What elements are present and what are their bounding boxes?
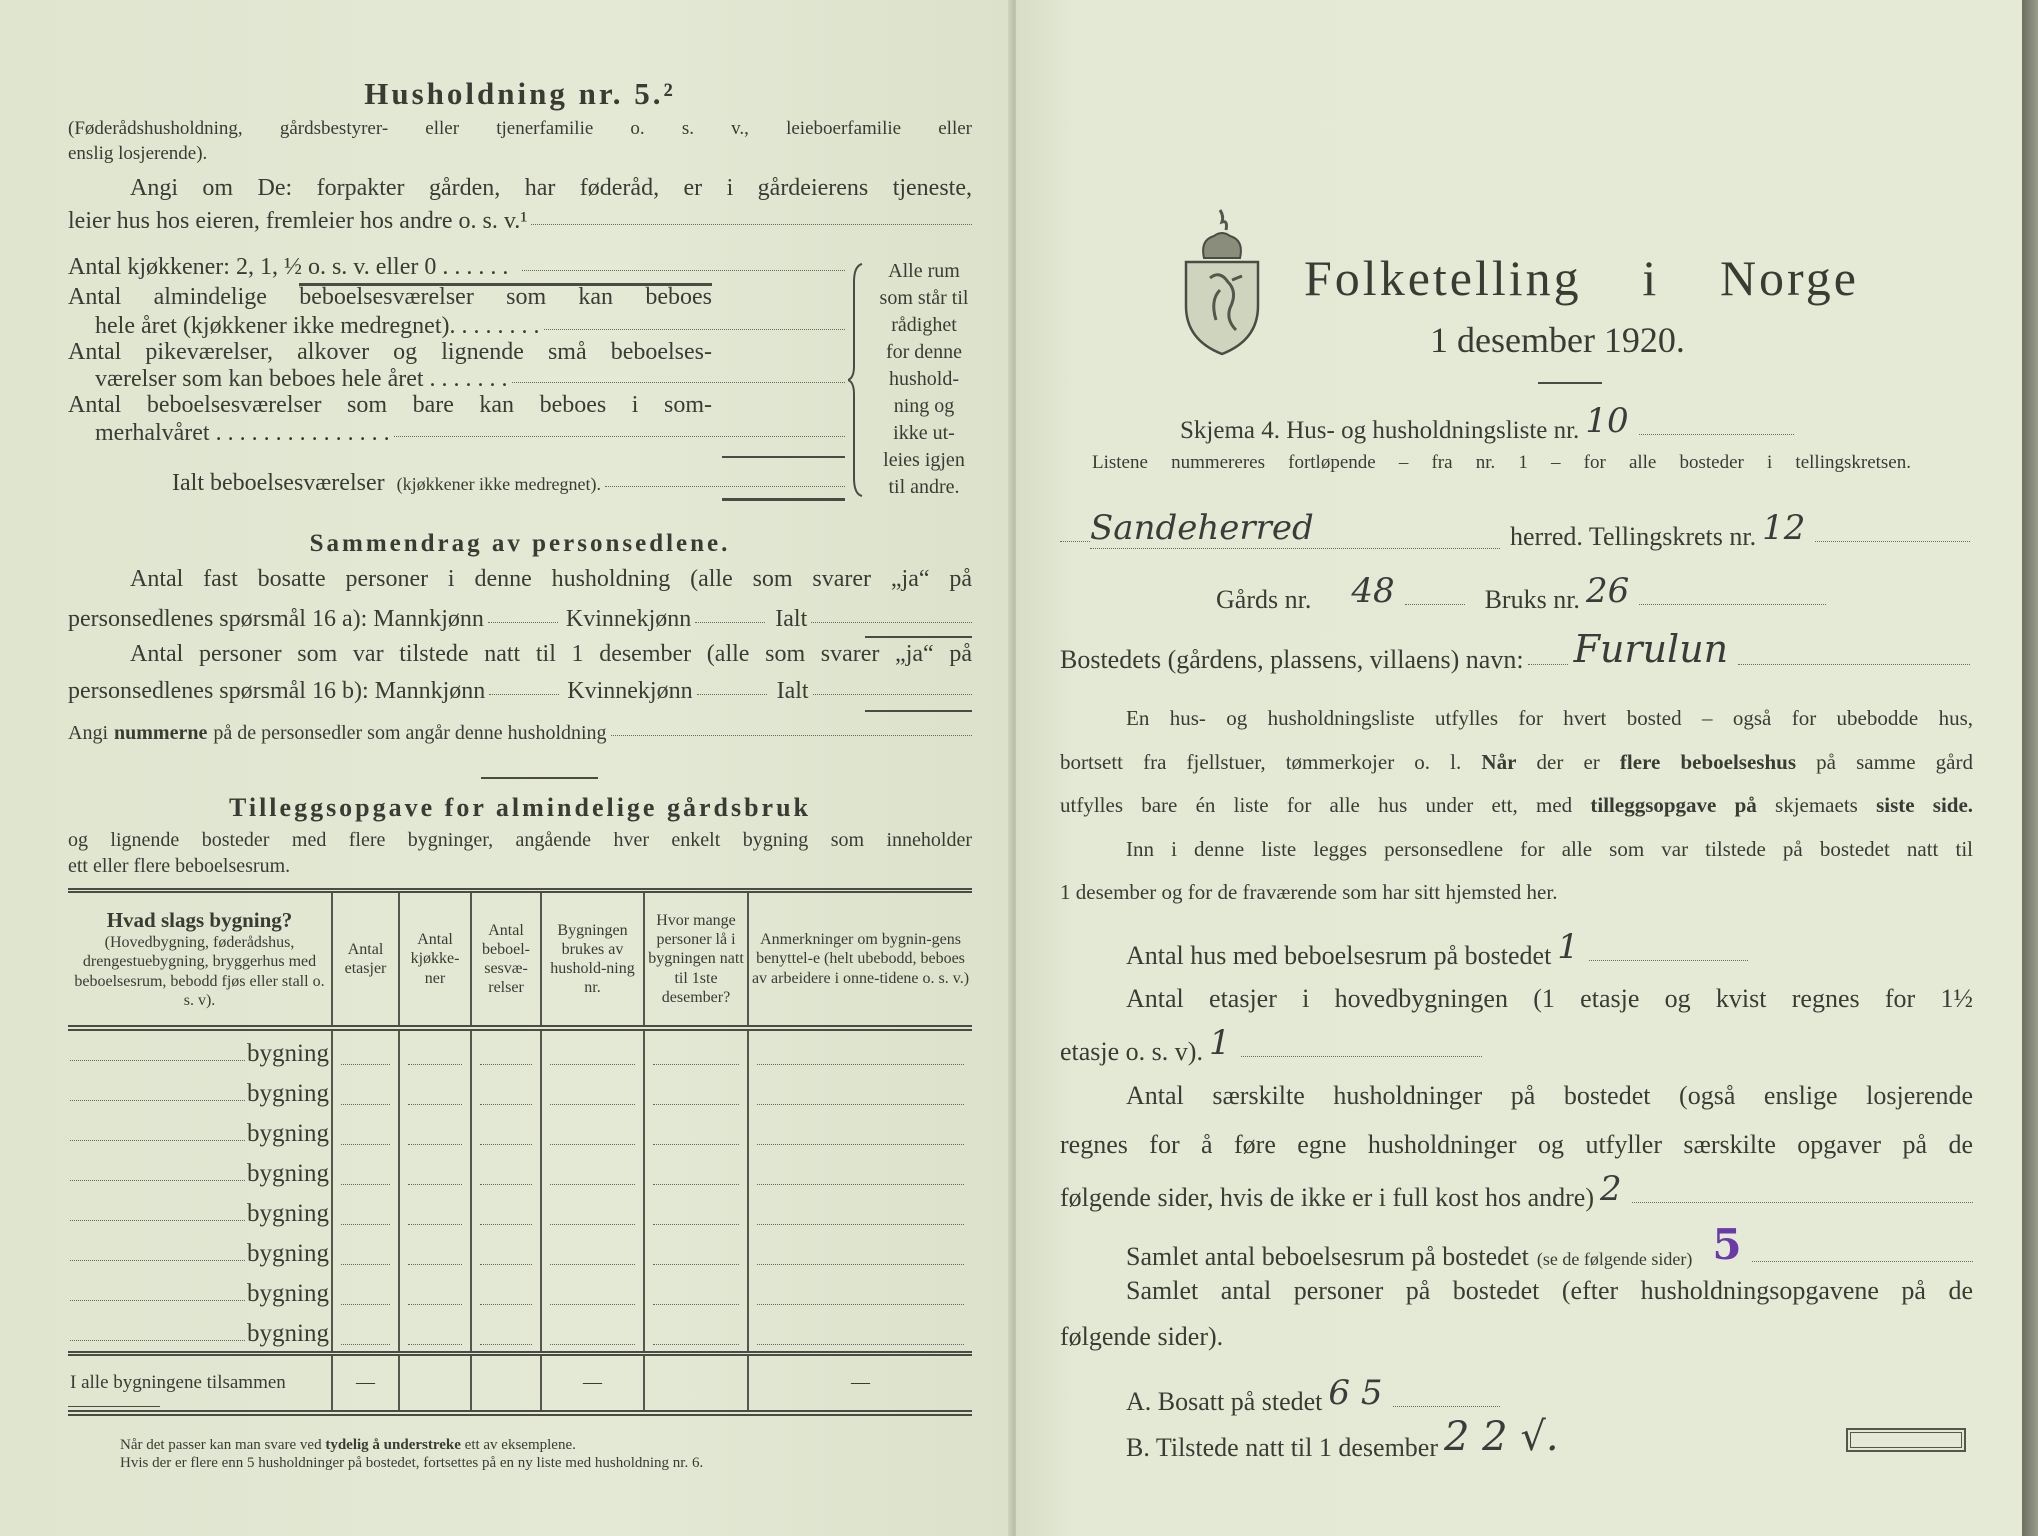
table-row bbox=[68, 1151, 972, 1191]
herred-line: Sandeherred herred. Tellingskrets nr. 12 bbox=[1060, 515, 1970, 555]
para-line-4: Inn i denne liste legges personsedlene for alle som var tilstede på bostedet natt til bbox=[1126, 837, 1973, 861]
listene-note: Listene nummereres fortløpende – fra nr. 1 – for alle bosteder i tellingskretsen. bbox=[1092, 452, 1911, 473]
table-cell[interactable] bbox=[471, 1231, 541, 1271]
bebo-field[interactable] bbox=[394, 436, 845, 437]
brace-icon bbox=[848, 262, 868, 498]
angi-line-1: Angi om De: forpakter gården, har føderåd, er i gårdeierens tjeneste, bbox=[130, 175, 972, 201]
table-cell[interactable] bbox=[644, 1151, 748, 1191]
col-header-husholdning: Bygningen brukes av hushold-ning nr. bbox=[541, 891, 644, 1029]
etasjer-line-1: Antal etasjer i hovedbygningen (1 etasje og kvist regnes for 1½ bbox=[1126, 984, 1973, 1013]
angi-line-2: leier hus hos eieren, fremleier hos andre o. s. v.¹ bbox=[68, 208, 972, 236]
s-line-4: personsedlenes spørsmål 16 b): Mannkjønn Kvinnekjønn Ialt bbox=[68, 678, 972, 706]
herred-value[interactable]: Sandeherred bbox=[1090, 509, 1500, 549]
etasjer-line-2: etasje o. s. v). 1 bbox=[1060, 1030, 1482, 1069]
krets-value[interactable]: 12 bbox=[1762, 508, 1806, 548]
table-cell[interactable] bbox=[644, 1028, 748, 1071]
rum-value[interactable]: 5 bbox=[1712, 1220, 1742, 1269]
building-type-cell[interactable]: bygning bbox=[68, 1271, 332, 1311]
table-cell[interactable] bbox=[541, 1311, 644, 1354]
table-row bbox=[68, 1071, 972, 1111]
list-number-field[interactable] bbox=[1639, 434, 1794, 435]
footnote-2: Hvis der er flere enn 5 husholdninger på bostedet, fortsettes på en ny liste med husholdning nr. 6. bbox=[120, 1455, 704, 1471]
building-type-cell[interactable]: bygning bbox=[68, 1231, 332, 1271]
personer-line-2: følgende sider). bbox=[1060, 1322, 1224, 1351]
coat-of-arms-icon bbox=[1180, 206, 1264, 356]
bosatt-value[interactable]: 6 5 bbox=[1328, 1373, 1383, 1413]
s-line-2: personsedlenes spørsmål 16 a): Mannkjønn Kvinnekjønn Ialt bbox=[68, 606, 972, 634]
nummerne-line: Angi nummerne på de personsedler som angår denne husholdning bbox=[68, 722, 972, 745]
s-line-3: Antal personer som var tilstede natt til 1 desember (alle som svarer „ja“ på bbox=[130, 641, 972, 667]
sammendrag-title: Sammendrag av personsedlene. bbox=[309, 530, 731, 557]
building-type-cell[interactable]: bygning bbox=[68, 1311, 332, 1354]
table-cell[interactable] bbox=[644, 1071, 748, 1111]
tillegg-line-1: og lignende bosteder med flere bygninger, angående hver enkelt bygning som inneholder bbox=[68, 829, 972, 851]
sarskilte-line-1: Antal særskilte husholdninger på bostedet (også enslige losjerende bbox=[1126, 1081, 1973, 1110]
alm-line-1: Antal almindelige beboelsesværelser som kan beboes bbox=[68, 284, 712, 310]
bracket-note: Alle rum som står til rådighet for denne hushold- ning og ikke ut- leies igjen til andre. bbox=[879, 260, 969, 498]
table-cell[interactable] bbox=[748, 1271, 972, 1311]
tilstede-line: B. Tilstede natt til 1 desember 2 2 √. bbox=[1126, 1414, 1559, 1462]
table-cell[interactable] bbox=[541, 1191, 644, 1231]
total-dash: — bbox=[332, 1354, 399, 1414]
footnote-divider bbox=[68, 1406, 160, 1407]
para-line-1: En hus- og husholdningsliste utfylles for hvert bosted – også for ubebodde hus, bbox=[1126, 706, 1973, 730]
footnote-1: Når det passer kan man svare ved tydelig å understreke ett av eksemplene. bbox=[120, 1437, 576, 1453]
table-cell[interactable] bbox=[541, 1111, 644, 1151]
table-cell[interactable] bbox=[644, 1311, 748, 1354]
kjokkener-line: Antal kjøkkener: 2, 1, ½ o. s. v. eller 0 . . . . . . bbox=[68, 254, 845, 282]
table-cell[interactable] bbox=[471, 1311, 541, 1354]
table-cell[interactable] bbox=[332, 1311, 399, 1354]
table-cell[interactable] bbox=[471, 1071, 541, 1111]
hus-line: Antal hus med beboelsesrum på bostedet 1 bbox=[1126, 934, 1748, 973]
building-type-cell[interactable]: bygning bbox=[68, 1071, 332, 1111]
table-cell[interactable] bbox=[471, 1271, 541, 1311]
building-type-cell[interactable]: bygning bbox=[68, 1028, 332, 1071]
para-line-2: bortsett fra fjellstuer, tømmerkojer o. l. Når der er flere beboelseshus på samme gård bbox=[1060, 750, 1973, 774]
table-header bbox=[68, 891, 972, 1029]
table-cell[interactable] bbox=[399, 1271, 471, 1311]
table-cell[interactable] bbox=[332, 1028, 399, 1071]
table-row bbox=[68, 1028, 972, 1071]
left-page bbox=[0, 0, 1012, 1536]
divider bbox=[865, 710, 972, 712]
col-header-personer: Hvor mange personer lå i bygningen natt til 1ste desember? bbox=[644, 891, 748, 1029]
table-cell[interactable] bbox=[471, 1191, 541, 1231]
table-cell[interactable] bbox=[541, 1071, 644, 1111]
table-cell[interactable] bbox=[332, 1271, 399, 1311]
table-cell[interactable] bbox=[748, 1111, 972, 1151]
ialt-b-field[interactable] bbox=[813, 694, 972, 695]
table-cell[interactable] bbox=[644, 1191, 748, 1231]
bosatt-line: A. Bosatt på stedet 6 5 bbox=[1126, 1380, 1500, 1419]
table-cell[interactable] bbox=[471, 1111, 541, 1151]
table-cell[interactable] bbox=[399, 1311, 471, 1354]
mann-a-field[interactable] bbox=[488, 622, 558, 623]
table-cell[interactable] bbox=[471, 1028, 541, 1071]
total-dash: — bbox=[541, 1354, 644, 1414]
col-header-etasjer: Antal etasjer bbox=[332, 891, 399, 1029]
ialt-line: Ialt beboelsesværelser (kjøkkener ikke medregnet). bbox=[172, 470, 845, 498]
building-type-cell[interactable]: bygning bbox=[68, 1111, 332, 1151]
table-cell[interactable] bbox=[399, 1111, 471, 1151]
gards-value[interactable]: 48 bbox=[1351, 571, 1395, 611]
total-label: I alle bygningene tilsammen bbox=[70, 1371, 286, 1393]
census-title: Folketelling i Norge bbox=[1304, 250, 1859, 306]
bebo-line-1: Antal beboelsesværelser som bare kan beboes i som- bbox=[68, 392, 712, 418]
col-header-vaerelser: Antal beboel-sesvæ-relser bbox=[471, 891, 541, 1029]
table-cell[interactable] bbox=[332, 1111, 399, 1151]
bruks-value[interactable]: 26 bbox=[1585, 571, 1630, 611]
page-edge bbox=[2022, 0, 2038, 1536]
gards-bruks-line: Gårds nr. 48 Bruks nr. 26 bbox=[1216, 578, 1826, 617]
table-row bbox=[68, 1191, 972, 1231]
pike-field[interactable] bbox=[512, 382, 845, 383]
alm-line-2: hele året (kjøkkener ikke medregnet). . . . . . . . bbox=[95, 313, 845, 341]
table-cell[interactable] bbox=[644, 1271, 748, 1311]
tillegg-line-2: ett eller flere beboelsesrum. bbox=[68, 855, 291, 877]
bosted-value[interactable]: Furulun bbox=[1573, 627, 1729, 671]
building-type-cell[interactable]: bygning bbox=[68, 1191, 332, 1231]
table-cell[interactable] bbox=[471, 1151, 541, 1191]
answer-field[interactable] bbox=[531, 224, 972, 225]
bosted-line: Bostedets (gårdens, plassens, villaens) navn: Furulun bbox=[1060, 634, 1970, 678]
table-row bbox=[68, 1111, 972, 1151]
table-cell[interactable] bbox=[748, 1231, 972, 1271]
divider bbox=[865, 636, 972, 638]
nummerne-field[interactable] bbox=[611, 735, 972, 736]
table-cell[interactable] bbox=[644, 1231, 748, 1271]
table-cell[interactable] bbox=[748, 1191, 972, 1231]
table-cell[interactable] bbox=[399, 1028, 471, 1071]
table-cell[interactable] bbox=[748, 1151, 972, 1191]
table-cell[interactable] bbox=[541, 1271, 644, 1311]
table-cell[interactable] bbox=[748, 1311, 972, 1354]
pike-line-1: Antal pikeværelser, alkover og lignende små beboelses- bbox=[68, 339, 712, 365]
table-cell[interactable] bbox=[399, 1231, 471, 1271]
skjema-line: Skjema 4. Hus- og husholdningsliste nr. 10 bbox=[1180, 408, 1794, 447]
building-table bbox=[68, 888, 972, 1416]
table-cell[interactable] bbox=[399, 1151, 471, 1191]
col-header-kjokkener: Antal kjøkke-ner bbox=[399, 891, 471, 1029]
divider bbox=[1538, 382, 1602, 384]
building-type-cell[interactable]: bygning bbox=[68, 1151, 332, 1191]
pike-line-2: værelser som kan beboes hele året . . . . . . . bbox=[95, 366, 845, 394]
table-cell[interactable] bbox=[399, 1191, 471, 1231]
table-cell[interactable] bbox=[541, 1231, 644, 1271]
table-cell[interactable] bbox=[748, 1071, 972, 1111]
total-row bbox=[68, 1354, 972, 1414]
sarskilte-line-2: regnes for å føre egne husholdninger og utfyller særskilte opgaver på de bbox=[1060, 1130, 1973, 1159]
tilstede-value[interactable]: 2 2 √. bbox=[1444, 1414, 1559, 1460]
divider bbox=[722, 456, 845, 458]
sarskilte-value[interactable]: 2 bbox=[1600, 1169, 1622, 1209]
list-number-value: 10 bbox=[1585, 401, 1629, 441]
table-cell[interactable] bbox=[541, 1151, 644, 1191]
kvinne-a-field[interactable] bbox=[695, 622, 765, 623]
table-cell[interactable] bbox=[541, 1028, 644, 1071]
para-line-5: 1 desember og for de fraværende som har sitt hjemsted her. bbox=[1060, 880, 1558, 904]
household-subtitle: (Føderådshusholdning, gårdsbestyrer- eller tjenerfamilie o. s. v., leieboerfamilie eller bbox=[68, 118, 972, 139]
table-cell[interactable] bbox=[332, 1071, 399, 1111]
table-cell[interactable] bbox=[332, 1151, 399, 1191]
table-cell[interactable] bbox=[748, 1028, 972, 1071]
table-cell[interactable] bbox=[332, 1191, 399, 1231]
personer-line-1: Samlet antal personer på bostedet (efter husholdningsopgavene på de bbox=[1126, 1276, 1973, 1305]
household-title: Husholdning nr. 5.² bbox=[364, 76, 676, 111]
rum-line: Samlet antal beboelsesrum på bostedet (se de følgende sider) 5 bbox=[1126, 1227, 1973, 1275]
col-header-anmerkninger: Anmerkninger om bygnin-gens benyttel-e (helt ubebodd, beboes av arbeidere i onne-tidene o. s. v.) bbox=[748, 891, 972, 1029]
census-date: 1 desember 1920. bbox=[1430, 320, 1685, 360]
mann-b-field[interactable] bbox=[489, 694, 559, 695]
table-cell[interactable] bbox=[399, 1071, 471, 1111]
household-subtitle-2: enslig losjerende). bbox=[68, 143, 208, 164]
printer-stamp bbox=[1846, 1428, 1966, 1452]
hus-value[interactable]: 1 bbox=[1557, 927, 1579, 967]
table-row bbox=[68, 1271, 972, 1311]
ialt-field[interactable] bbox=[605, 486, 845, 487]
tillegg-title: Tilleggsopgave for almindelige gårdsbruk bbox=[228, 793, 812, 822]
etasjer-value[interactable]: 1 bbox=[1208, 1023, 1231, 1063]
table-row bbox=[68, 1311, 972, 1354]
bebo-line-2: merhalvåret . . . . . . . . . . . . . . . bbox=[95, 420, 845, 448]
table-row bbox=[68, 1231, 972, 1271]
ialt-a-field[interactable] bbox=[811, 622, 972, 623]
table-cell[interactable] bbox=[332, 1231, 399, 1271]
divider bbox=[481, 777, 598, 779]
para-line-3: utfylles bare én liste for alle hus under ett, med tilleggsopgave på skjemaets siste side. bbox=[1060, 793, 1974, 817]
kvinne-b-field[interactable] bbox=[697, 694, 767, 695]
table-cell[interactable] bbox=[644, 1111, 748, 1151]
divider bbox=[722, 498, 845, 501]
kjokkener-field[interactable] bbox=[522, 270, 845, 271]
alm-field[interactable] bbox=[544, 329, 846, 330]
col-header-building: Hvad slags bygning? (Hovedbygning, føderådshus, drengestuebygning, bryggerhus med beboelsesrum, bebodd fjøs eller stall o. s. v). bbox=[74, 908, 325, 1009]
sarskilte-line-3: følgende sider, hvis de ikke er i full kost hos andre) 2 bbox=[1060, 1176, 1973, 1215]
s-line-1: Antal fast bosatte personer i denne husholdning (alle som svarer „ja“ på bbox=[130, 566, 972, 592]
total-dash: — bbox=[748, 1354, 972, 1414]
